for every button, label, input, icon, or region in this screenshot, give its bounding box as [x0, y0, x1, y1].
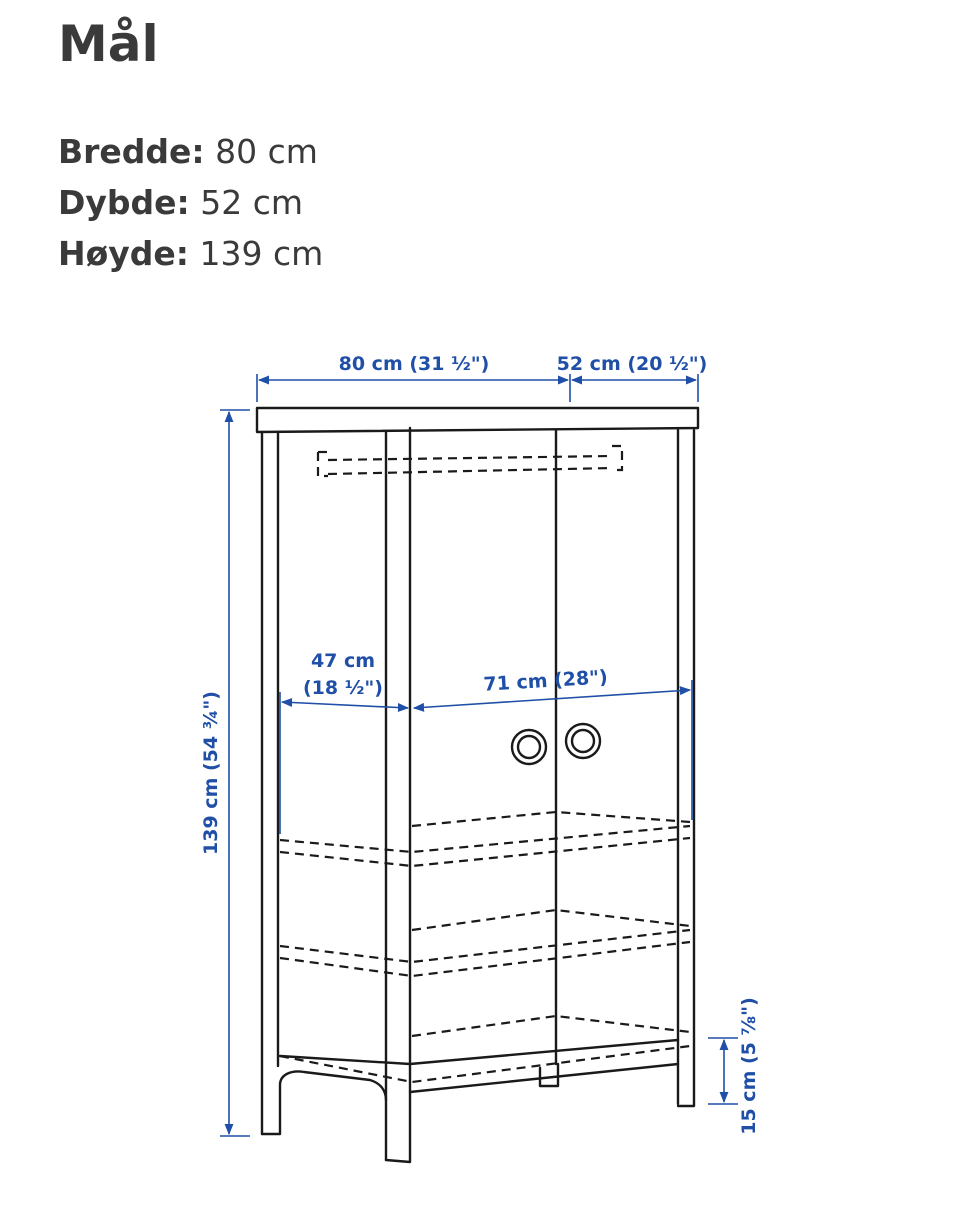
- dimension-lines: [220, 374, 738, 1136]
- interior-depth-label-in: (18 ½"): [303, 677, 383, 699]
- interior-width-label: 71 cm (28"): [482, 666, 609, 696]
- interior-hidden-lines: [280, 446, 690, 1082]
- spec-depth-value: 52 cm: [200, 183, 304, 222]
- spec-width-value: 80 cm: [215, 132, 318, 171]
- spec-depth-label: Dybde:: [58, 183, 190, 222]
- interior-depth-label-cm: 47 cm: [310, 650, 376, 672]
- depth-dimension-label: 52 cm (20 ½"): [556, 353, 708, 375]
- page-title: Mål: [58, 15, 159, 73]
- width-dimension-label: 80 cm (31 ½"): [338, 353, 490, 375]
- wardrobe-outline: [257, 408, 698, 1162]
- spec-width-label: Bredde:: [58, 132, 205, 171]
- height-dimension-label: 139 cm (54 ¾"): [200, 691, 222, 855]
- spec-height-label: Høyde:: [58, 234, 190, 273]
- spec-height-value: 139 cm: [199, 234, 324, 273]
- leg-height-label: 15 cm (5 ⅞"): [738, 997, 760, 1135]
